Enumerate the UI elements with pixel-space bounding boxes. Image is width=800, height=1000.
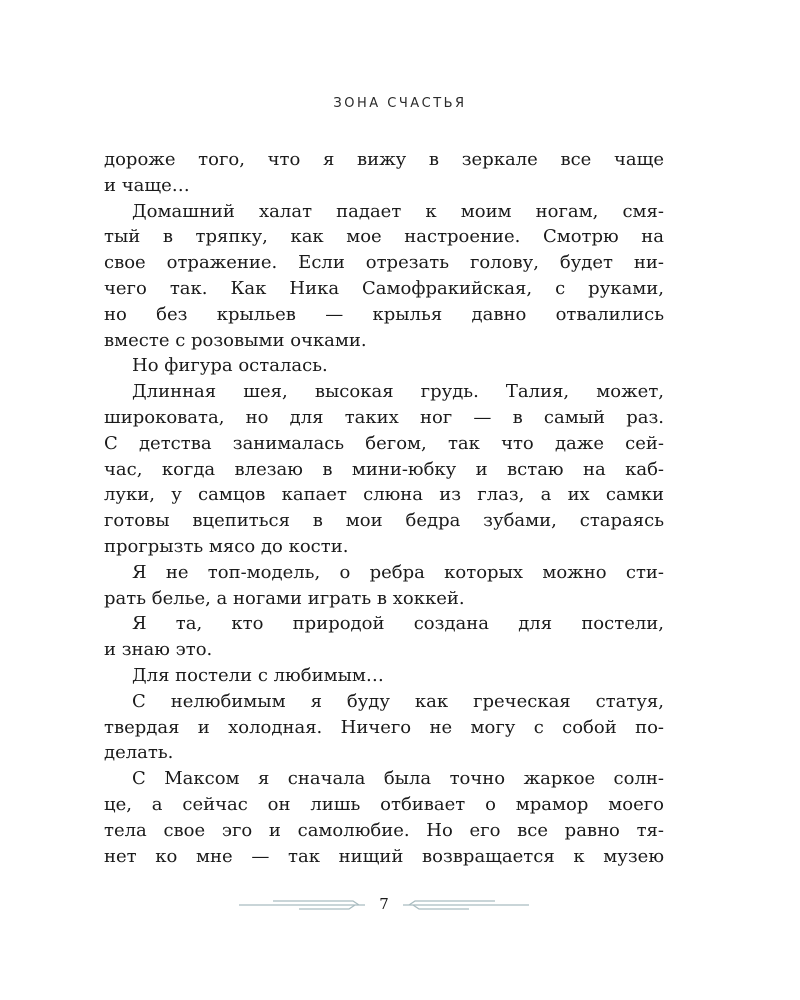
text-line: твердая и холодная. Ничего не могу с собой по-	[104, 716, 664, 738]
text-line: чего так. Как Ника Самофракийская, с руками,	[104, 277, 664, 299]
text-line: час, когда влезаю в мини-юбку и встаю на каб-	[104, 458, 664, 480]
text-line: нет ко мне — так нищий возвращается к музею	[104, 845, 664, 867]
text-line: Но фигура осталась.	[132, 355, 328, 377]
running-header: ЗОНА СЧАСТЬЯ	[333, 96, 467, 111]
text-line: свое отражение. Если отрезать голову, будет ни-	[104, 252, 664, 274]
text-line: С нелюбимым я буду как греческая статуя,	[132, 690, 664, 712]
text-line: Длинная шея, высокая грудь. Талия, может,	[132, 381, 664, 403]
text-line: широковата, но для таких ног — в самый раз.	[104, 406, 664, 428]
text-line: С детства занималась бегом, так что даже сей-	[104, 432, 664, 454]
text-line: С Максом я сначала была точно жаркое солн-	[132, 768, 664, 790]
text-line: луки, у самцов капает слюна из глаз, а их самки	[104, 484, 664, 506]
text-line: вместе с розовыми очками.	[104, 329, 367, 351]
page-number: 7	[379, 895, 389, 913]
text-line: делать.	[104, 742, 174, 764]
text-line: и чаще…	[104, 174, 190, 196]
body-text	[104, 147, 664, 869]
page-footer	[237, 894, 531, 916]
text-line: рать белье, а ногами играть в хоккей.	[104, 587, 465, 609]
text-line: це, а сейчас он лишь отбивает о мрамор моего	[104, 793, 664, 815]
text-line: тый в тряпку, как мое настроение. Смотрю на	[104, 226, 664, 248]
text-line: и знаю это.	[104, 639, 213, 661]
text-line: Я не топ-модель, о ребра которых можно сти-	[132, 561, 664, 583]
text-line: дороже того, что я вижу в зеркале все чаще	[104, 149, 664, 170]
text-line: Я та, кто природой создана для постели,	[132, 613, 664, 635]
text-line: Домашний халат падает к моим ногам, смя-	[132, 200, 664, 222]
text-line: Для постели с любимым…	[132, 664, 384, 686]
text-line: прогрызть мясо до кости.	[104, 535, 349, 557]
text-line: готовы вцепиться в мои бедра зубами, стараясь	[104, 510, 664, 532]
text-line: но без крыльев — крылья давно отвалились	[104, 303, 664, 325]
text-line: тела свое эго и самолюбие. Но его все равно тя-	[104, 819, 664, 841]
